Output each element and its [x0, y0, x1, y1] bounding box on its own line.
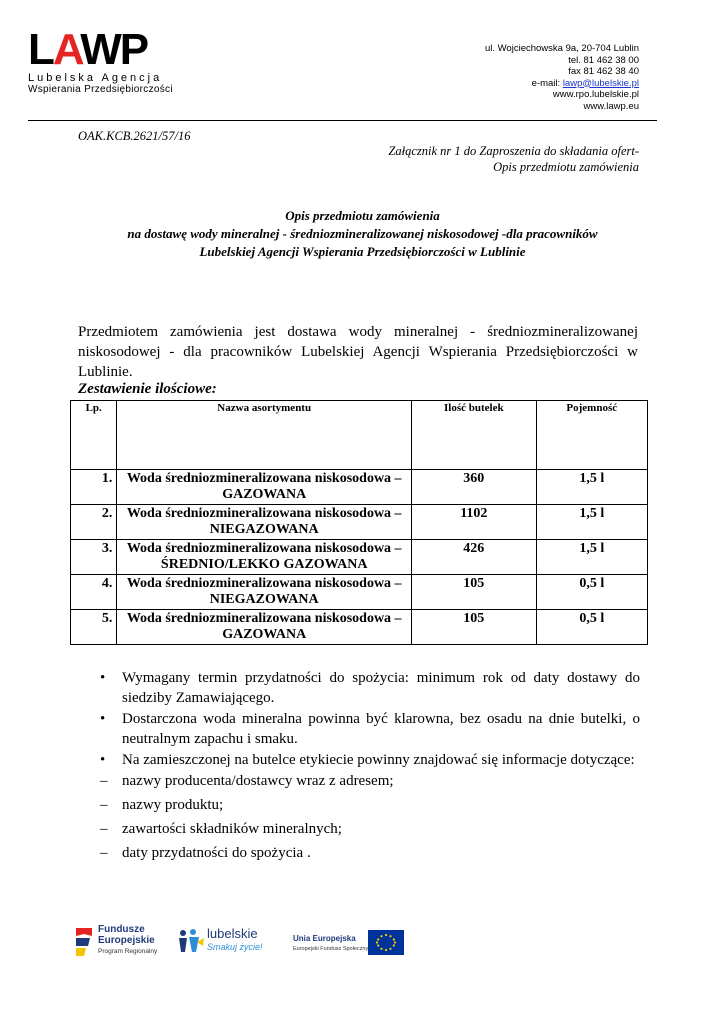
- header-divider: [28, 120, 657, 121]
- dash-text: nazwy producenta/dostawcy wraz z adresem;: [122, 773, 394, 789]
- bullet-icon: •: [100, 670, 106, 686]
- eu-flag-icon: [368, 930, 404, 955]
- table-row: [71, 505, 648, 540]
- annex-line1: Załącznik nr 1 do Zaproszenia do składania ofert-: [388, 144, 639, 158]
- cell-capacity: 0,5 l: [536, 575, 647, 610]
- cell-capacity: 1,5 l: [536, 540, 647, 575]
- dash-text: nazwy produktu;: [122, 797, 224, 813]
- header-qty: Ilość butelek: [412, 401, 537, 470]
- header-lp: Lp.: [71, 401, 117, 470]
- reference-number: OAK.KCB.2621/57/16: [78, 129, 191, 143]
- lubelskie-text: lubelskie: [207, 926, 258, 941]
- cell-lp: 3.: [71, 540, 117, 575]
- contact-email-row: [485, 78, 639, 90]
- cell-capacity: 1,5 l: [536, 470, 647, 505]
- cell-capacity: 0,5 l: [536, 610, 647, 645]
- cell-name-line1: Woda średniozmineralizowana niskosodowa –: [126, 611, 402, 626]
- cell-name-line2: ŚREDNIO/LEKKO GAZOWANA: [160, 557, 368, 572]
- eu-logo: [293, 920, 408, 970]
- cell-lp: 1.: [71, 470, 117, 505]
- cell-name-line2: NIEGAZOWANA: [209, 522, 319, 537]
- fe-line3: Program Regionalny: [98, 948, 158, 955]
- cell-name-line2: GAZOWANA: [222, 627, 307, 642]
- fe-text: [98, 924, 157, 957]
- dash-icon: –: [100, 821, 108, 837]
- table-row: [71, 540, 648, 575]
- intro-paragraph: [78, 322, 638, 382]
- annex-note: [388, 143, 639, 175]
- header-capacity: Pojemność: [536, 401, 647, 470]
- email-link[interactable]: lawp@lubelskie.pl: [562, 77, 639, 89]
- table-header-row: [71, 401, 648, 470]
- bullet-text: Na zamieszczonej na butelce etykiecie powinny znajdować się informacje dotyczące:: [122, 752, 635, 768]
- fe-line2: Europejskie: [98, 935, 155, 946]
- title-line2: na dostawę wody mineralnej - średniozmineralizowanej niskosodowej -dla pracowników: [127, 226, 598, 241]
- dash-item: [100, 819, 640, 839]
- contact-address: ul. Wojciechowska 9a, 20-704 Lublin: [484, 43, 639, 54]
- cell-name: [117, 470, 412, 505]
- dash-item: [100, 843, 640, 863]
- contact-block: [485, 43, 639, 112]
- eu-text: [293, 934, 368, 954]
- dash-item: [100, 795, 640, 815]
- table-row: [71, 470, 648, 505]
- intro-line2: niskosodowej - dla pracowników Lubelskiej Agencji Wspierania Przedsiębiorczości w: [78, 344, 638, 360]
- bullet-icon: •: [100, 711, 106, 727]
- cell-name: [117, 610, 412, 645]
- cell-name-line2: GAZOWANA: [222, 487, 307, 502]
- dash-icon: –: [100, 797, 108, 813]
- contact-tel: tel. 81 462 38 00: [568, 54, 639, 66]
- cell-name-line1: Woda średniozmineralizowana niskosodowa –: [126, 576, 402, 591]
- fe-star-icon: [74, 924, 94, 960]
- header-name: Nazwa asortymentu: [117, 401, 412, 470]
- list-item: [100, 709, 640, 749]
- title-line3: Lubelskiej Agencji Wspierania Przedsiębiorczości w Lublinie: [199, 244, 526, 259]
- cell-lp: 2.: [71, 505, 117, 540]
- cell-name: [117, 505, 412, 540]
- lubelskie-logo: [177, 920, 267, 970]
- cell-qty: 105: [412, 575, 537, 610]
- eu-line2: Europejski Fundusz Społeczny: [293, 946, 369, 952]
- logo-line1: Lubelska Agencja: [28, 72, 163, 84]
- list-item: [100, 668, 640, 708]
- cell-qty: 360: [412, 470, 537, 505]
- email-label: e-mail:: [531, 77, 563, 89]
- cell-capacity: 1,5 l: [536, 505, 647, 540]
- cell-qty: 1102: [412, 505, 537, 540]
- dash-text: daty przydatności do spożycia .: [122, 845, 311, 861]
- contact-fax: fax 81 462 38 40: [568, 66, 639, 77]
- bullet-text: Wymagany termin przydatności do spożycia: minimum rok od daty dostawy do siedziby Zamawiającego.: [122, 670, 640, 706]
- fe-line1: Fundusze: [98, 924, 145, 935]
- list-item: [100, 750, 640, 770]
- bullet-text: Dostarczona woda mineralna powinna być klarowna, bez osadu na dnie butelki, o neutralnym zapachu i smaku.: [122, 711, 640, 747]
- cell-qty: 105: [412, 610, 537, 645]
- cell-name: [117, 575, 412, 610]
- annex-line2: Opis przedmiotu zamówienia: [493, 160, 639, 174]
- table-row: [71, 575, 648, 610]
- eu-line1: Unia Europejska: [293, 934, 356, 943]
- logo-line2: Wspierania Przedsiębiorczości: [28, 84, 173, 95]
- quantity-table: [70, 400, 648, 645]
- cell-name-line1: Woda średniozmineralizowana niskosodowa –: [126, 506, 402, 521]
- cell-name-line1: Woda średniozmineralizowana niskosodowa –: [126, 541, 402, 556]
- lawp-logo: [28, 25, 173, 100]
- cell-qty: 426: [412, 540, 537, 575]
- logo-mark-text: LAWP: [28, 25, 148, 74]
- contact-web-lawp: www.lawp.eu: [583, 100, 639, 112]
- document-title: [60, 207, 665, 261]
- bullet-icon: •: [100, 752, 106, 768]
- cell-name-line1: Woda średniozmineralizowana niskosodowa –: [126, 471, 402, 486]
- logo-mark: [28, 25, 173, 74]
- lubelskie-slogan: Smakuj życie!: [207, 942, 263, 952]
- quantity-subheading: Zestawienie ilościowe:: [78, 381, 217, 397]
- cell-lp: 4.: [71, 575, 117, 610]
- lubelskie-figures-icon: [177, 928, 205, 954]
- cell-lp: 5.: [71, 610, 117, 645]
- dash-icon: –: [100, 845, 108, 861]
- cell-name: [117, 540, 412, 575]
- requirements-list: [100, 668, 640, 867]
- intro-line3: Lublinie.: [78, 364, 133, 380]
- intro-line1: Przedmiotem zamówienia jest dostawa wody mineralnej - średniozmineralizowanej: [78, 324, 638, 340]
- contact-web-rpo: www.rpo.lubelskie.pl: [552, 89, 639, 100]
- fundusze-europejskie-logo: [74, 920, 164, 970]
- dash-icon: –: [100, 773, 108, 789]
- dash-item: [100, 771, 640, 791]
- cell-name-line2: NIEGAZOWANA: [209, 592, 319, 607]
- title-line1: Opis przedmiotu zamówienia: [285, 208, 440, 223]
- table-row: [71, 610, 648, 645]
- dash-text: zawartości składników mineralnych;: [122, 821, 342, 837]
